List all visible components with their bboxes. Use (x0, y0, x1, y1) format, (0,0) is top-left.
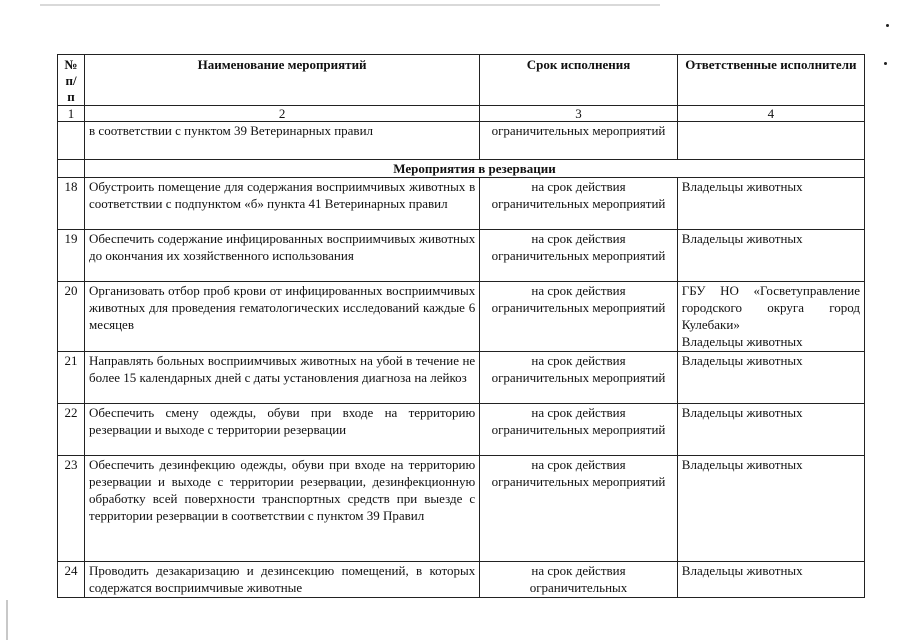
scan-artifact-left-edge (6, 600, 8, 640)
column-number: 3 (480, 106, 678, 122)
column-number: 1 (58, 106, 85, 122)
row-number (58, 122, 85, 160)
table-row (58, 562, 865, 598)
scan-artifact-top-line (40, 4, 660, 6)
row-term: на срок действия ограничительных мероприятий (480, 282, 678, 352)
row-term: на срок действия ограничительных мероприятий (480, 178, 678, 230)
row-responsible: Владельцы животных (677, 456, 864, 562)
row-responsible: Владельцы животных (677, 352, 864, 404)
row-responsible: Владельцы животных (677, 230, 864, 282)
section-row (58, 160, 865, 178)
header-responsible: Ответственные исполнители (677, 55, 864, 106)
header-number: № п/п (58, 55, 85, 106)
row-responsible: Владельцы животных (677, 404, 864, 456)
row-number: 18 (58, 178, 85, 230)
row-responsible (677, 282, 864, 352)
row-responsible: Владельцы животных (677, 562, 864, 598)
row-term: на срок действия ограничительных мероприятий (480, 230, 678, 282)
row-name: Проводить дезакаризацию и дезинсекцию помещений, в которых содержатся восприимчивые животные (85, 562, 480, 598)
table-row (58, 178, 865, 230)
row-term: на срок действия ограничительных (480, 562, 678, 598)
responsible-organization: ГБУ НО «Госветуправление городского округа город Кулебаки» (681, 283, 860, 332)
header-row (58, 55, 865, 106)
table-row-continuation (58, 122, 865, 160)
column-number: 4 (677, 106, 864, 122)
header-term: Срок исполнения (480, 55, 678, 106)
row-term: на срок действия ограничительных мероприятий (480, 456, 678, 562)
table-row (58, 404, 865, 456)
row-name: Обеспечить содержание инфицированных восприимчивых животных до окончания их хозяйственного использования (85, 230, 480, 282)
column-numbers-row (58, 106, 865, 122)
measures-table (57, 54, 865, 598)
column-number: 2 (85, 106, 480, 122)
header-name: Наименование мероприятий (85, 55, 480, 106)
scan-artifact-dot (886, 24, 889, 27)
row-term: ограничительных мероприятий (480, 122, 678, 160)
row-number: 24 (58, 562, 85, 598)
row-number: 23 (58, 456, 85, 562)
table-row (58, 456, 865, 562)
row-number: 22 (58, 404, 85, 456)
row-responsible (677, 122, 864, 160)
row-name: Обустроить помещение для содержания восприимчивых животных в соответствии с подпунктом «б» пункта 41 Ветеринарных правил (85, 178, 480, 230)
row-term: на срок действия ограничительных мероприятий (480, 352, 678, 404)
row-name: Обеспечить смену одежды, обуви при входе на территорию резервации и выходе с территории резервации (85, 404, 480, 456)
section-number-cell (58, 160, 85, 178)
row-name: Организовать отбор проб крови от инфицированных восприимчивых животных для проведения гематологических исследований каждые 6 месяцев (85, 282, 480, 352)
row-responsible: Владельцы животных (677, 178, 864, 230)
row-term: на срок действия ограничительных мероприятий (480, 404, 678, 456)
row-name: в соответствии с пунктом 39 Ветеринарных правил (85, 122, 480, 160)
responsible-owners: Владельцы животных (681, 334, 803, 349)
row-number: 20 (58, 282, 85, 352)
table-row (58, 282, 865, 352)
table-row (58, 230, 865, 282)
scan-artifact-dot (884, 62, 887, 65)
table-row (58, 352, 865, 404)
row-number: 21 (58, 352, 85, 404)
row-name: Обеспечить дезинфекцию одежды, обуви при входе на территорию резервации и выходе с территории резервации, дезинфекционную обработку всей поверхности транспортных средств при выезде с территории резервации в соответствии с пунктом 39 Правил (85, 456, 480, 562)
section-title: Мероприятия в резервации (85, 160, 865, 178)
row-number: 19 (58, 230, 85, 282)
row-name: Направлять больных восприимчивых животных на убой в течение не более 15 календарных дней с даты установления диагноза на лейкоз (85, 352, 480, 404)
